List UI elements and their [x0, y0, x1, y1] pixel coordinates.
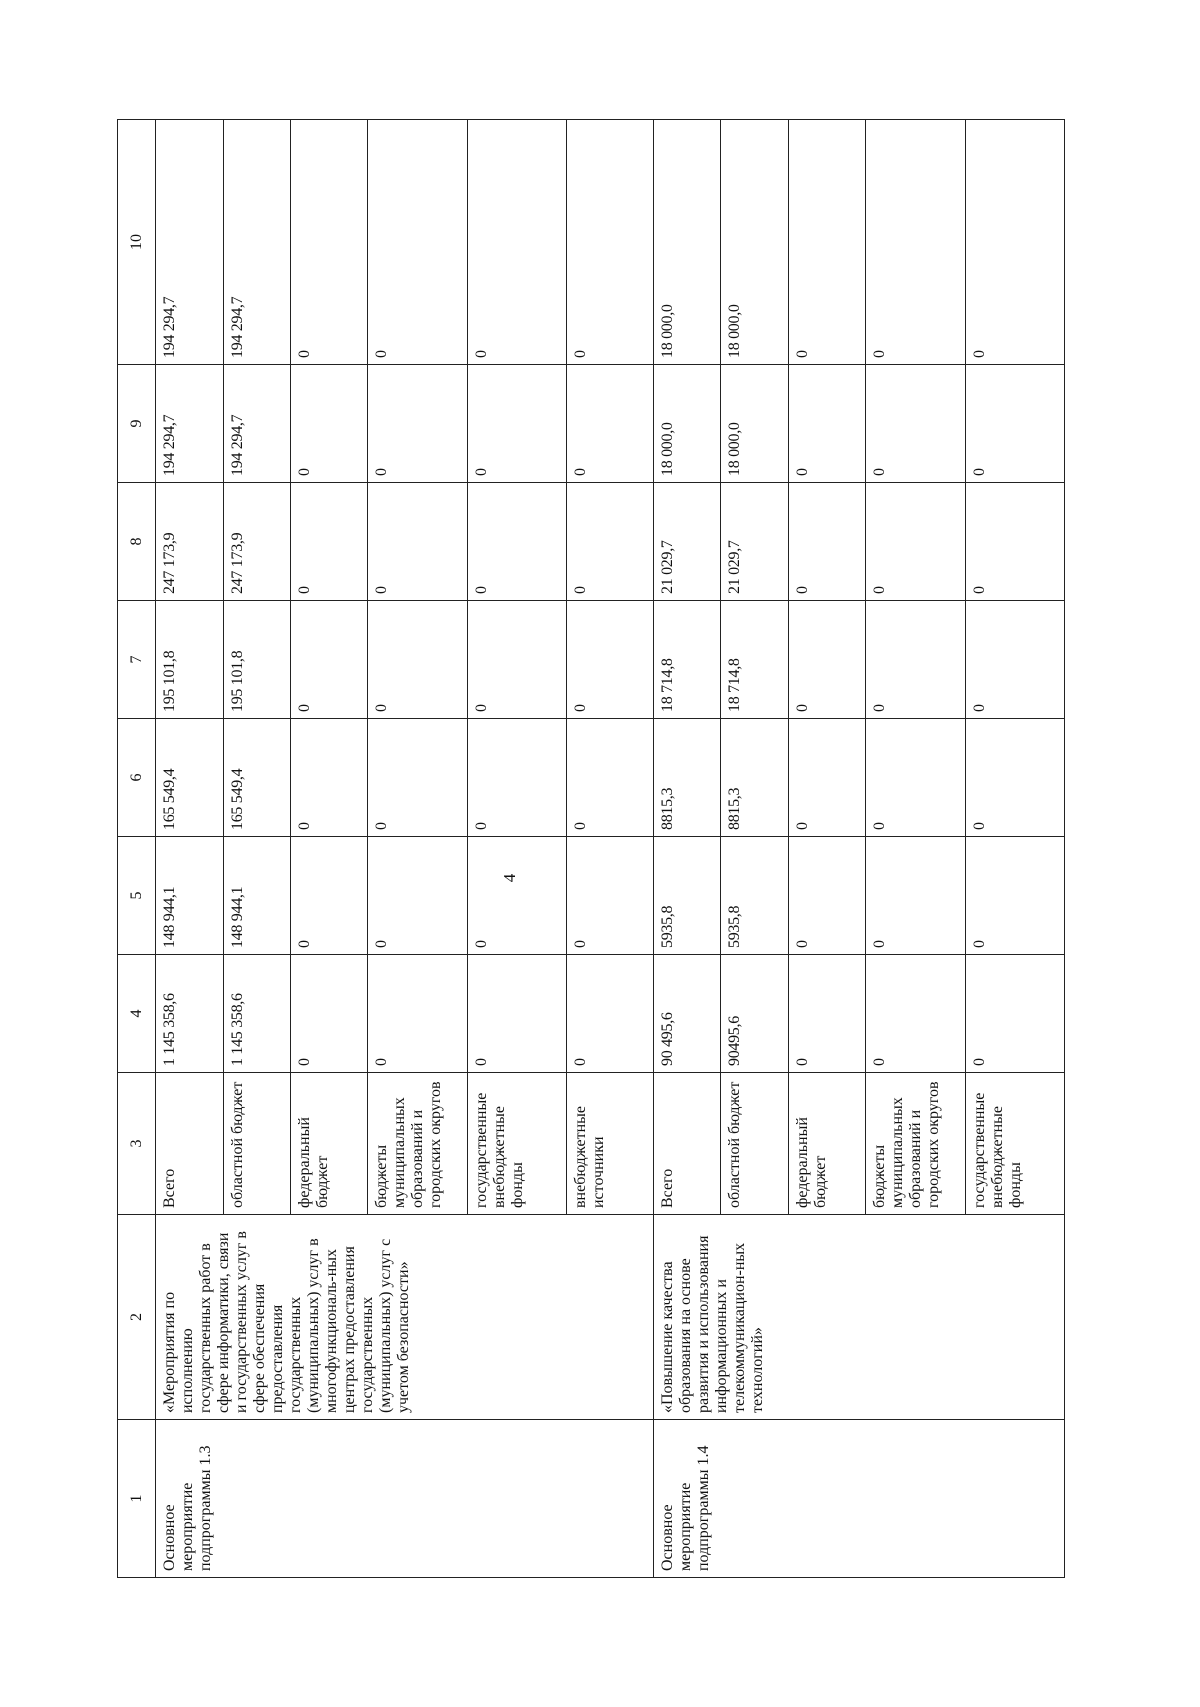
column-number: 1	[118, 1420, 156, 1578]
value-cell: 0	[788, 719, 865, 837]
value-cell: 0	[966, 719, 1065, 837]
value-cell: 18 000,0	[721, 365, 789, 483]
value-cell: 0	[966, 601, 1065, 719]
value-cell: 0	[966, 483, 1065, 601]
value-cell: 194 294,7	[156, 365, 224, 483]
value-cell: 0	[368, 483, 468, 601]
activity-name: «Мероприятия по исполнению государственных работ в сфере информатики, связи и государственных услуг в сфере обеспечения предоставления государственных (муниципальных) услуг в многофункциональ-ных центрах предоставления государственных (муниципальных) услуг с учетом безопасности»	[156, 1215, 654, 1420]
value-cell: 0	[567, 719, 654, 837]
funding-source: бюджеты муниципальных образований и городских округов	[368, 1073, 468, 1215]
value-cell: 0	[866, 955, 966, 1073]
value-cell: 0	[468, 601, 567, 719]
value-cell: 247 173,9	[223, 483, 291, 601]
funding-source: бюджеты муниципальных образований и городских округов	[866, 1073, 966, 1215]
value-cell: 1 145 358,6	[156, 955, 224, 1073]
value-cell: 148 944,1	[156, 837, 224, 955]
value-cell: 0	[788, 365, 865, 483]
value-cell: 0	[468, 837, 567, 955]
activity-name: «Повышение качества образования на основе развития и использования информационных и телекоммуникацион-ных технологий»	[653, 1215, 1064, 1420]
value-cell: 0	[866, 365, 966, 483]
value-cell: 0	[788, 483, 865, 601]
value-cell: 165 549,4	[223, 719, 291, 837]
value-cell: 0	[788, 837, 865, 955]
value-cell: 195 101,8	[223, 601, 291, 719]
value-cell: 0	[788, 120, 865, 365]
value-cell: 0	[291, 955, 368, 1073]
value-cell: 195 101,8	[156, 601, 224, 719]
funding-source: государственные внебюджетные фонды	[468, 1073, 567, 1215]
page-number: 4	[500, 873, 519, 883]
value-cell: 0	[788, 601, 865, 719]
column-number: 3	[118, 1073, 156, 1215]
column-number: 10	[118, 120, 156, 365]
activity-item: Основное мероприятие подпрограммы 1.4	[653, 1420, 1064, 1578]
value-cell: 90495,6	[721, 955, 789, 1073]
value-cell: 0	[368, 365, 468, 483]
value-cell: 0	[866, 120, 966, 365]
column-number: 9	[118, 365, 156, 483]
value-cell: 165 549,4	[156, 719, 224, 837]
value-cell: 18 714,8	[721, 601, 789, 719]
funding-source: областной бюджет	[721, 1073, 789, 1215]
value-cell: 0	[468, 483, 567, 601]
value-cell: 8815,3	[721, 719, 789, 837]
table-rotation-frame	[117, 120, 1065, 1578]
value-cell: 18 714,8	[653, 601, 721, 719]
value-cell: 0	[567, 601, 654, 719]
value-cell: 0	[567, 483, 654, 601]
value-cell: 0	[368, 120, 468, 365]
value-cell: 5935,8	[653, 837, 721, 955]
value-cell: 0	[468, 955, 567, 1073]
value-cell: 18 000,0	[653, 365, 721, 483]
funding-source: федеральный бюджет	[788, 1073, 865, 1215]
value-cell: 0	[291, 365, 368, 483]
column-number: 8	[118, 483, 156, 601]
value-cell: 148 944,1	[223, 837, 291, 955]
column-number: 5	[118, 837, 156, 955]
rotated-table-container	[117, 120, 1065, 1578]
value-cell: 0	[966, 120, 1065, 365]
value-cell: 0	[966, 365, 1065, 483]
funding-source: Всего	[653, 1073, 721, 1215]
column-number: 2	[118, 1215, 156, 1420]
value-cell: 21 029,7	[653, 483, 721, 601]
value-cell: 0	[368, 601, 468, 719]
value-cell: 0	[291, 837, 368, 955]
value-cell: 0	[291, 601, 368, 719]
value-cell: 1 145 358,6	[223, 955, 291, 1073]
value-cell: 21 029,7	[721, 483, 789, 601]
column-number: 6	[118, 719, 156, 837]
value-cell: 0	[567, 955, 654, 1073]
value-cell: 0	[567, 837, 654, 955]
value-cell: 0	[468, 120, 567, 365]
table-row	[156, 120, 224, 1578]
funding-table	[117, 119, 1065, 1578]
value-cell: 18 000,0	[721, 120, 789, 365]
funding-source: федеральный бюджет	[291, 1073, 368, 1215]
column-number: 4	[118, 955, 156, 1073]
value-cell: 0	[866, 601, 966, 719]
value-cell: 0	[966, 955, 1065, 1073]
funding-source: внебюджетные источники	[567, 1073, 654, 1215]
value-cell: 18 000,0	[653, 120, 721, 365]
value-cell: 194 294,7	[156, 120, 224, 365]
value-cell: 0	[866, 483, 966, 601]
value-cell: 0	[291, 120, 368, 365]
value-cell: 5935,8	[721, 837, 789, 955]
value-cell: 194 294,7	[223, 365, 291, 483]
value-cell: 0	[567, 365, 654, 483]
funding-source: областной бюджет	[223, 1073, 291, 1215]
column-number: 7	[118, 601, 156, 719]
value-cell: 247 173,9	[156, 483, 224, 601]
value-cell: 0	[567, 120, 654, 365]
value-cell: 0	[866, 837, 966, 955]
funding-source: государственные внебюджетные фонды	[966, 1073, 1065, 1215]
value-cell: 0	[368, 719, 468, 837]
table-row	[653, 120, 721, 1578]
value-cell: 0	[368, 955, 468, 1073]
value-cell: 0	[788, 955, 865, 1073]
value-cell: 90 495,6	[653, 955, 721, 1073]
value-cell: 0	[291, 719, 368, 837]
activity-item: Основное мероприятие подпрограммы 1.3	[156, 1420, 654, 1578]
value-cell: 0	[966, 837, 1065, 955]
value-cell: 0	[291, 483, 368, 601]
funding-source: Всего	[156, 1073, 224, 1215]
column-number-row	[118, 120, 156, 1578]
value-cell: 0	[468, 719, 567, 837]
value-cell: 0	[468, 365, 567, 483]
value-cell: 8815,3	[653, 719, 721, 837]
value-cell: 194 294,7	[223, 120, 291, 365]
value-cell: 0	[368, 837, 468, 955]
value-cell: 0	[866, 719, 966, 837]
